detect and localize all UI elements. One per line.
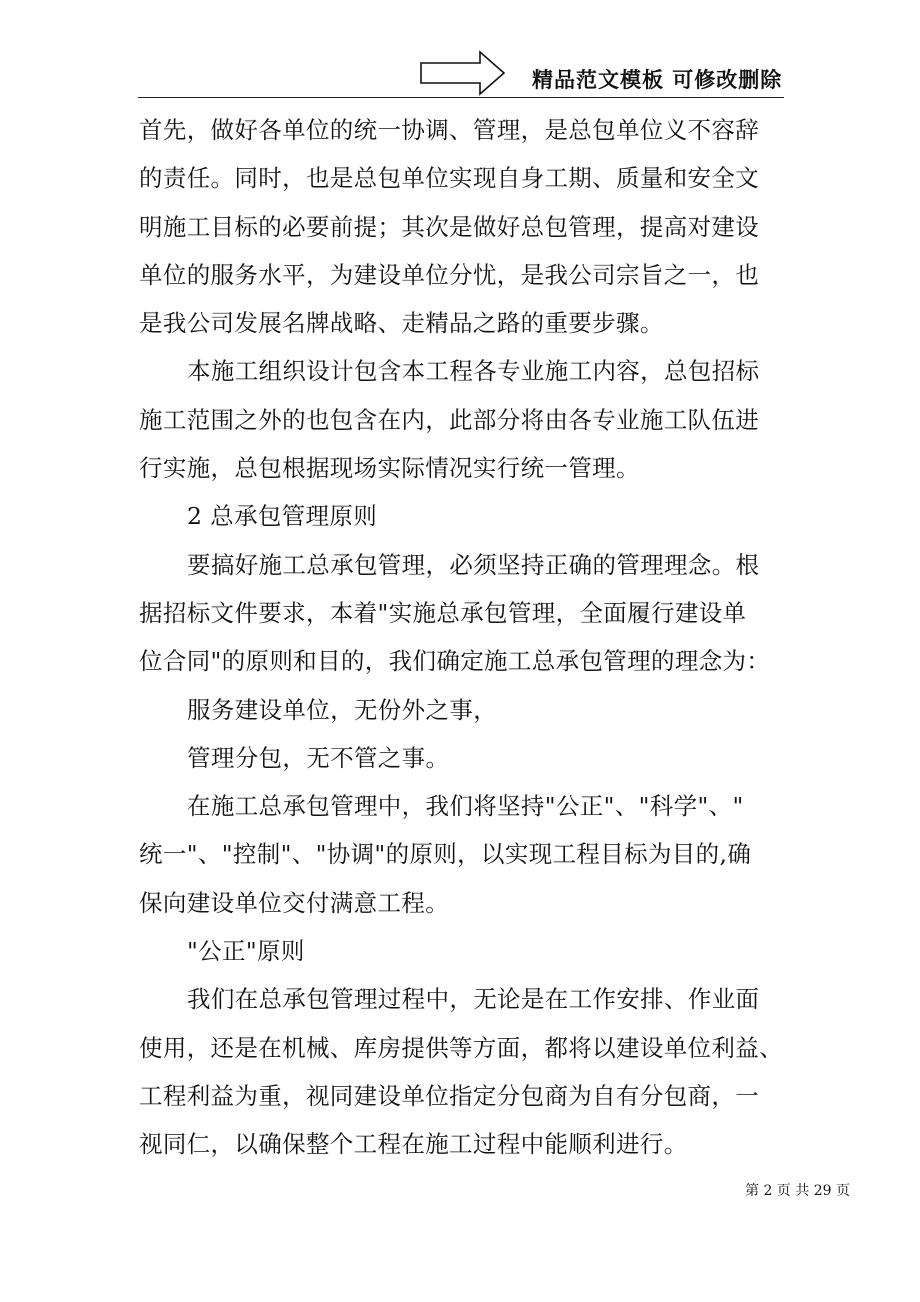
text-line: 保向建设单位交付满意工程。 [139,888,450,917]
header-divider [138,97,784,98]
text-line: 在施工总承包管理中，我们将坚持"公正"、"科学"、" [187,792,744,821]
page-header [0,0,920,100]
text-line: 是我公司发展名牌战略、走精品之路的重要步骤。 [139,309,664,338]
text-line: 行实施，总包根据现场实际情况实行统一管理。 [139,454,640,483]
text-line: 单位的服务水平，为建设单位分忧，是我公司宗旨之一，也 [139,260,760,289]
text-line: 使用，还是在机械、库房提供等方面，都将以建设单位利益、 [139,1033,783,1062]
text-line: 服务建设单位，无份外之事， [187,695,498,724]
text-line: 2 总承包管理原则 [187,502,378,531]
text-line: 管理分包，无不管之事。 [187,743,450,772]
text-line: "公正"原则 [187,937,305,966]
text-line: 视同仁，以确保整个工程在施工过程中能顺利进行。 [139,1130,688,1159]
header-title: 精品范文模板 可修改删除 [532,68,783,92]
text-line: 据招标文件要求，本着"实施总承包管理，全面履行建设单 [139,598,747,627]
text-line: 要搞好施工总承包管理，必须坚持正确的管理理念。根 [187,550,760,579]
text-line: 工程利益为重，视同建设单位指定分包商为自有分包商，一 [139,1081,760,1110]
arrow-right-icon [420,50,506,96]
text-line: 施工范围之外的也包含在内，此部分将由各专业施工队伍进 [139,405,760,434]
text-line: 统一"、"控制"、"协调"的原则，以实现工程目标为目的,确 [139,840,752,869]
page-number: 第 2 页 共 29 页 [745,1183,850,1199]
text-line: 的责任。同时，也是总包单位实现自身工期、质量和安全文 [139,164,760,193]
document-body [139,106,785,1169]
text-line: 明施工目标的必要前提；其次是做好总包管理，提高对建设 [139,212,760,241]
text-line: 首先，做好各单位的统一协调、管理，是总包单位义不容辞 [139,116,760,144]
text-line: 本施工组织设计包含本工程各专业施工内容，总包招标 [187,357,760,386]
text-line: 位合同"的原则和目的，我们确定施工总承包管理的理念为： [139,647,771,676]
text-line: 我们在总承包管理过程中，无论是在工作安排、作业面 [187,985,760,1014]
